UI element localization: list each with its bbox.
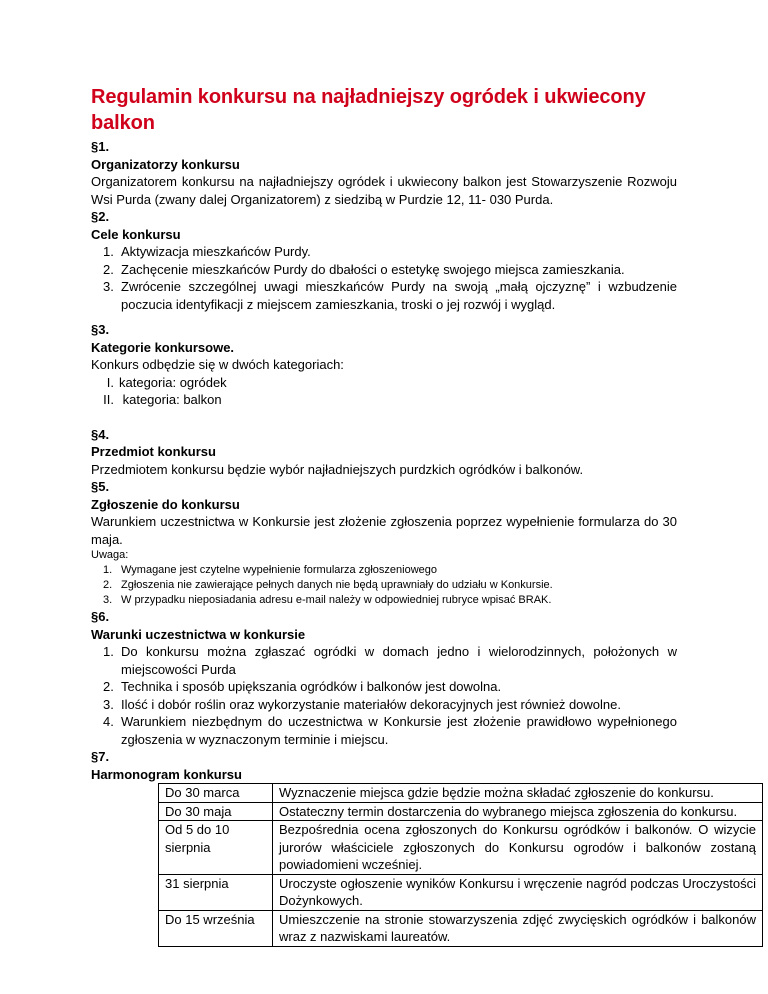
schedule-event: Uroczyste ogłoszenie wyników Konkursu i wręczenie nagród podczas Uroczystości Dożynkowych. xyxy=(273,874,763,910)
document-title: Regulamin konkursu na najładniejszy ogródek i ukwiecony balkon xyxy=(91,86,646,134)
schedule-date: Do 15 września xyxy=(159,910,273,946)
list-item: I. kategoria: ogródek xyxy=(106,374,227,390)
list-item: 3. W przypadku nieposiadania adresu e-mail należy w odpowiedniej rubryce wpisać BRAK. xyxy=(103,594,552,606)
section-7-number: §7. xyxy=(91,749,110,764)
section-6-number: §6. xyxy=(91,609,110,624)
section-3-heading: Kategorie konkursowe. xyxy=(91,339,235,355)
section-4-heading: Przedmiot konkursu xyxy=(91,444,216,459)
schedule-event: Umieszczenie na stronie stowarzyszenia zdjęć zwycięskich ogródków i balkonów wraz z nazwiskami laureatów. xyxy=(273,910,763,946)
schedule-event: Bezpośrednia ocena zgłoszonych do Konkursu ogródków i balkonów. O wizycie jurorów właściciele zgłoszonych do Konkursu ogrodów i balkonów zostaną powiadomieni wcześniej. xyxy=(273,821,763,875)
section-5-notes xyxy=(91,563,677,608)
section-5-text: Warunkiem uczestnictwa w Konkursie jest złożenie zgłoszenia poprzez wypełnienie formularza do 30 maja. xyxy=(91,514,677,547)
table-row xyxy=(159,802,763,821)
section-6-list xyxy=(91,643,677,748)
list-item: 1. Do konkursu można zgłaszać ogródki w domach jedno i wielorodzinnych, położonych w miejscowości Purda xyxy=(103,644,677,677)
list-item: 3. Zwrócenie szczególnej uwagi mieszkańców Purdy na swoją „małą ojczyznę” i wzbudzenie poczucia identyfikacji z miejscem zamieszkania, troski o jej rozwój i wygląd. xyxy=(103,279,677,312)
list-item: 2. Technika i sposób upiększania ogródków i balkonów jest dowolna. xyxy=(103,679,502,694)
section-2-heading: Cele konkursu xyxy=(91,226,181,242)
schedule-date: Do 30 marca xyxy=(159,784,273,803)
section-3-number: §3. xyxy=(91,322,110,337)
schedule-date: Do 30 maja xyxy=(159,802,273,821)
section-2-number: §2. xyxy=(91,209,110,224)
section-7-heading: Harmonogram konkursu xyxy=(91,766,242,782)
section-4-text: Przedmiotem konkursu będzie wybór najładniejszych purdzkich ogródków i balkonów. xyxy=(91,461,584,477)
section-5-note-label: Uwaga: xyxy=(91,549,129,561)
list-item: 1. Wymagane jest czytelne wypełnienie formularza zgłoszeniowego xyxy=(103,564,438,576)
section-3-list xyxy=(91,374,677,409)
section-4-number: §4. xyxy=(91,426,110,442)
section-2-list xyxy=(91,243,677,313)
list-item: II. kategoria: balkon xyxy=(103,392,222,407)
schedule-event: Wyznaczenie miejsca gdzie będzie można składać zgłoszenie do konkursu. xyxy=(273,784,763,803)
list-item: 4. Warunkiem niezbędnym do uczestnictwa w Konkursie jest złożenie prawidłowo wypełnionego zgłoszenia w wyznaczonym terminie i miejscu. xyxy=(103,714,677,747)
table-row xyxy=(159,910,763,946)
table-row xyxy=(159,821,763,875)
table-row xyxy=(159,784,763,803)
list-item: 2. Zgłoszenia nie zawierające pełnych danych nie będą uprawniały do udziału w Konkursie. xyxy=(103,579,553,591)
section-6-heading: Warunki uczestnictwa w konkursie xyxy=(91,626,306,642)
table-row xyxy=(159,874,763,910)
schedule-table xyxy=(158,783,763,947)
list-item: 1. Aktywizacja mieszkańców Purdy. xyxy=(103,244,311,259)
section-1-number: §1. xyxy=(91,139,110,154)
list-item: 3. Ilość i dobór roślin oraz wykorzystanie materiałów dekoracyjnych jest również dowolne. xyxy=(103,696,621,712)
section-5-heading: Zgłoszenie do konkursu xyxy=(91,496,240,512)
section-1-text: Organizatorem konkursu na najładniejszy ogródek i ukwiecony balkon jest Stowarzyszenie Rozwoju Wsi Purda (zwany dalej Organizatorem) z siedzibą w Purdzie 12, 11- 030 Purda. xyxy=(91,174,677,207)
list-item: 2. Zachęcenie mieszkańców Purdy do dbałości o estetykę swojego miejsca zamieszkania. xyxy=(103,261,625,277)
section-5-number: §5. xyxy=(91,479,110,494)
schedule-event: Ostateczny termin dostarczenia do wybranego miejsca zgłoszenia do konkursu. xyxy=(273,802,763,821)
section-1-heading: Organizatorzy konkursu xyxy=(91,156,240,172)
schedule-date: 31 sierpnia xyxy=(159,874,273,910)
schedule-date: Od 5 do 10 sierpnia xyxy=(159,821,273,875)
section-3-intro: Konkurs odbędzie się w dwóch kategoriach: xyxy=(91,357,344,372)
